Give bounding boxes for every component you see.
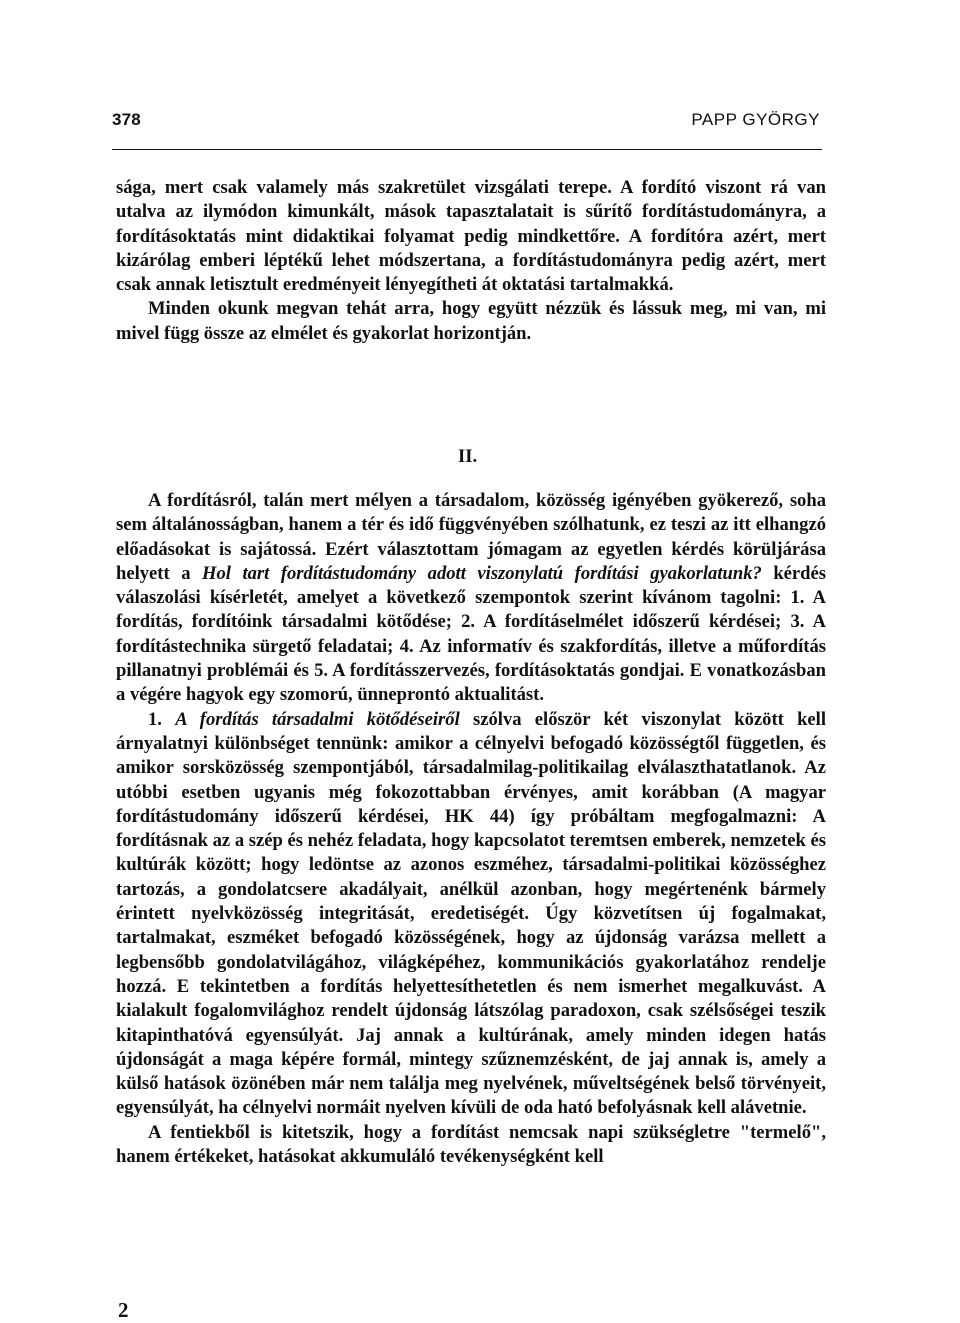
section-one-text [116, 176, 826, 346]
running-head [112, 110, 820, 134]
header-rule [112, 149, 822, 150]
paragraph-continuation: sága, mert csak valamely más szakretület vizsgálati terepe. A fordító viszont rá van utalva az ilymódon kimunkált, mások tapasztalatait is sűrítő fordítástudományra, a fordításoktatás mint didaktikai folyamat pedig mindkettőre. A fordítóra azért, mert kizárólag emberi léptékű lehet módszertana, a fordítástudományra pedig azért, mert csak annak letisztult eredményeit lényegítheti át oktatási tartalmakká. [116, 177, 826, 296]
intro-text-part-1: A fordításról, talán mert mélyen a társadalom, közösség igényében gyökerező, soha sem általánosságban, hanem a tér és idő függvényében szólhatunk, ez teszi az itt elhangzó előadásokat is sajátossá. Ezért választottam jómagam az egyetlen kérdés körüljárása helyett a [116, 490, 826, 584]
intro-text-part-2: kérdés válaszolási kísérletét, amelyet a következő szempontok szerint kívánom tagolni: 1. A fordítás, fordítóink társadalmi kötődése; 2. A fordításelmélet időszerű kérdései; 3. A fordítástechnika sürgető feladatai; 4. Az informatív és szakfordítás, illetve a műfordítás pillanatnyi problémái és 5. A fordításszervezés, fordításoktatás gondjai. E vonatkozásban a végére hagyok egy szomorú, ünneprontó aktualitást. [116, 562, 826, 706]
paragraph-conclusion: A fentiekből is kitetszik, hogy a fordítást nemcsak napi szükségletre "termelő", hanem értékeket, hatásokat akkumuláló tevékenységként kell [116, 1121, 826, 1168]
section-two-text [116, 489, 826, 1169]
page-number: 378 [112, 110, 141, 129]
social-ties-body: szólva először két viszonylat között kell árnyalatnyi különbséget tennünk: amikor a célnyelvi befogadó közösségtől független, és amikor sorsközösség szempontjából, társadalmilag-politikailag elválaszthatatlanok. Az utóbbi esetben ugyanis még fokozottabban érvényes, amit korábban (A magyar fordítástudomány időszerű kérdései, HK 44) így próbáltam megfogalmazni: A fordításnak az a szép és nehéz feladata, hogy kapcsolatot teremtsen emberek, nemzetek és kultúrák között; hogy ledöntse az azonos eszméhez, társadalmi-politikai közösséghez tartozás, a gondolatcsere akadályait, anélkül azonban, hogy megértenénk bármely érintett nyelvközösség integritását, eredetiségét. Úgy közvetítsen új fogalmakat, tartalmakat, eszméket befogadó közösségének, hogy az újdonság varázsa mellett a legbensőbb gondolatvilágához, világképéhez, kommunikációs gyakorlatához rendelje hozzá. E tekintetben a fordítás helyettesíthetetlen és nem ismerhet megalkuvást. A kialakult fogalomvilághoz rendelt újdonság látszólag paradoxon, csak szélsőségei teszik kitapinthatóvá egyensúlyát. Jaj annak a kultúrának, amely minden idegen hatás újdonságát a maga képére formál, mintegy szűznemzésként, de jaj annak is, amely a külső hatások özönében már nem találja meg nyelvének, műveltségének belső törvényeit, egyensúlyát, ha célnyelvi normáit nyelven kívüli de oda ható befolyásnak kell alávetnie. [116, 708, 826, 1119]
social-ties-number: 1. [148, 708, 176, 730]
paragraph-horizon: Minden okunk megvan tehát arra, hogy együtt nézzük és lássuk meg, mi van, mi mivel függ össze az elmélet és gyakorlat horizontján. [116, 298, 826, 344]
intro-italic-question: Hol tart fordítástudomány adott viszonylatú fordítási gyakorlatunk? [202, 562, 762, 584]
running-head-author: PAPP GYÖRGY [691, 110, 820, 129]
paragraph-introduction [116, 489, 826, 708]
paragraph-social-ties [116, 708, 826, 1121]
signature-number: 2 [118, 1298, 129, 1322]
social-ties-italic-topic: A fordítás társadalmi kötődéseiről [175, 708, 460, 730]
section-heading: II. [458, 446, 478, 467]
